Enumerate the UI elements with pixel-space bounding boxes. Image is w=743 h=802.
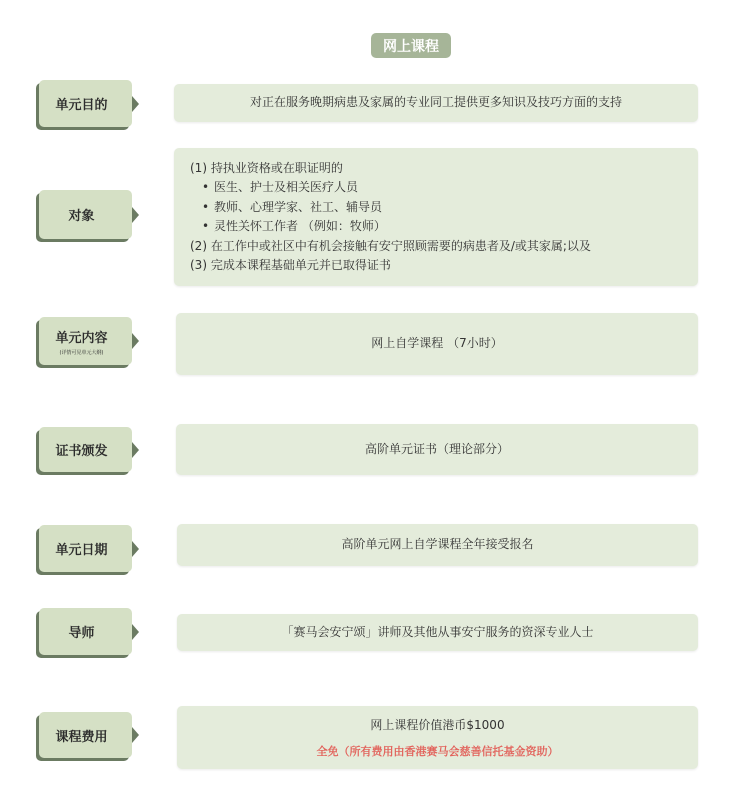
content-instructor-text: 「赛马会安宁颂」讲师及其他从事安宁服务的资深专业人士 [281,624,594,639]
content-fee [177,706,698,769]
label-certificate-text: 证书颁发 [55,444,108,459]
content-modules [176,313,698,375]
label-instructor [39,608,132,655]
label-content-sublabel: (详情可见单元大纲) [59,349,104,356]
target-line-2: (2) 在工作中或社区中有机会接触有安宁照顾需要的病患者及/或其家属;以及 [190,238,591,253]
target-line-3: (3) 完成本课程基础单元并已取得证书 [190,258,391,272]
content-instructor [177,614,698,651]
label-target-text: 对象 [68,209,95,224]
target-line-1: (1) 持执业资格或在职证明的 [190,160,343,175]
label-content-text: 单元内容 [55,330,108,346]
label-dates-text: 单元日期 [55,543,108,558]
content-purpose [174,84,698,122]
content-certificate-text: 高阶单元证书（理论部分） [364,441,509,456]
content-certificate [176,424,698,475]
label-purpose [39,80,132,127]
label-dates [39,525,132,572]
label-purpose-text: 单元目的 [55,98,108,113]
label-instructor-text: 导师 [68,626,95,641]
content-purpose-text: 对正在服务晚期病患及家属的专业同工提供更多知识及技巧方面的支持 [249,95,622,110]
fee-waiver-note: 全免（所有费用由香港赛马会慈善信托基金资助） [316,745,559,759]
content-target [174,148,698,286]
content-dates [177,524,698,566]
target-bullet-3: • 灵性关怀工作者 （例如：牧师） [190,217,386,237]
label-content [39,317,132,365]
content-fee-text: 网上课程价值港币$1000 [370,717,505,732]
target-bullet-1: • 医生、护士及相关医疗人员 [190,178,358,198]
label-fee-text: 课程费用 [55,729,108,745]
page-title: 网上课程 [371,33,451,58]
label-fee [39,712,132,758]
target-bullet-2: • 教师、心理学家、社工、辅导员 [190,198,382,218]
label-target [39,190,132,239]
content-modules-text: 网上自学课程 （7小时） [371,336,503,351]
content-dates-text: 高阶单元网上自学课程全年接受报名 [341,537,534,552]
label-certificate [39,427,132,472]
